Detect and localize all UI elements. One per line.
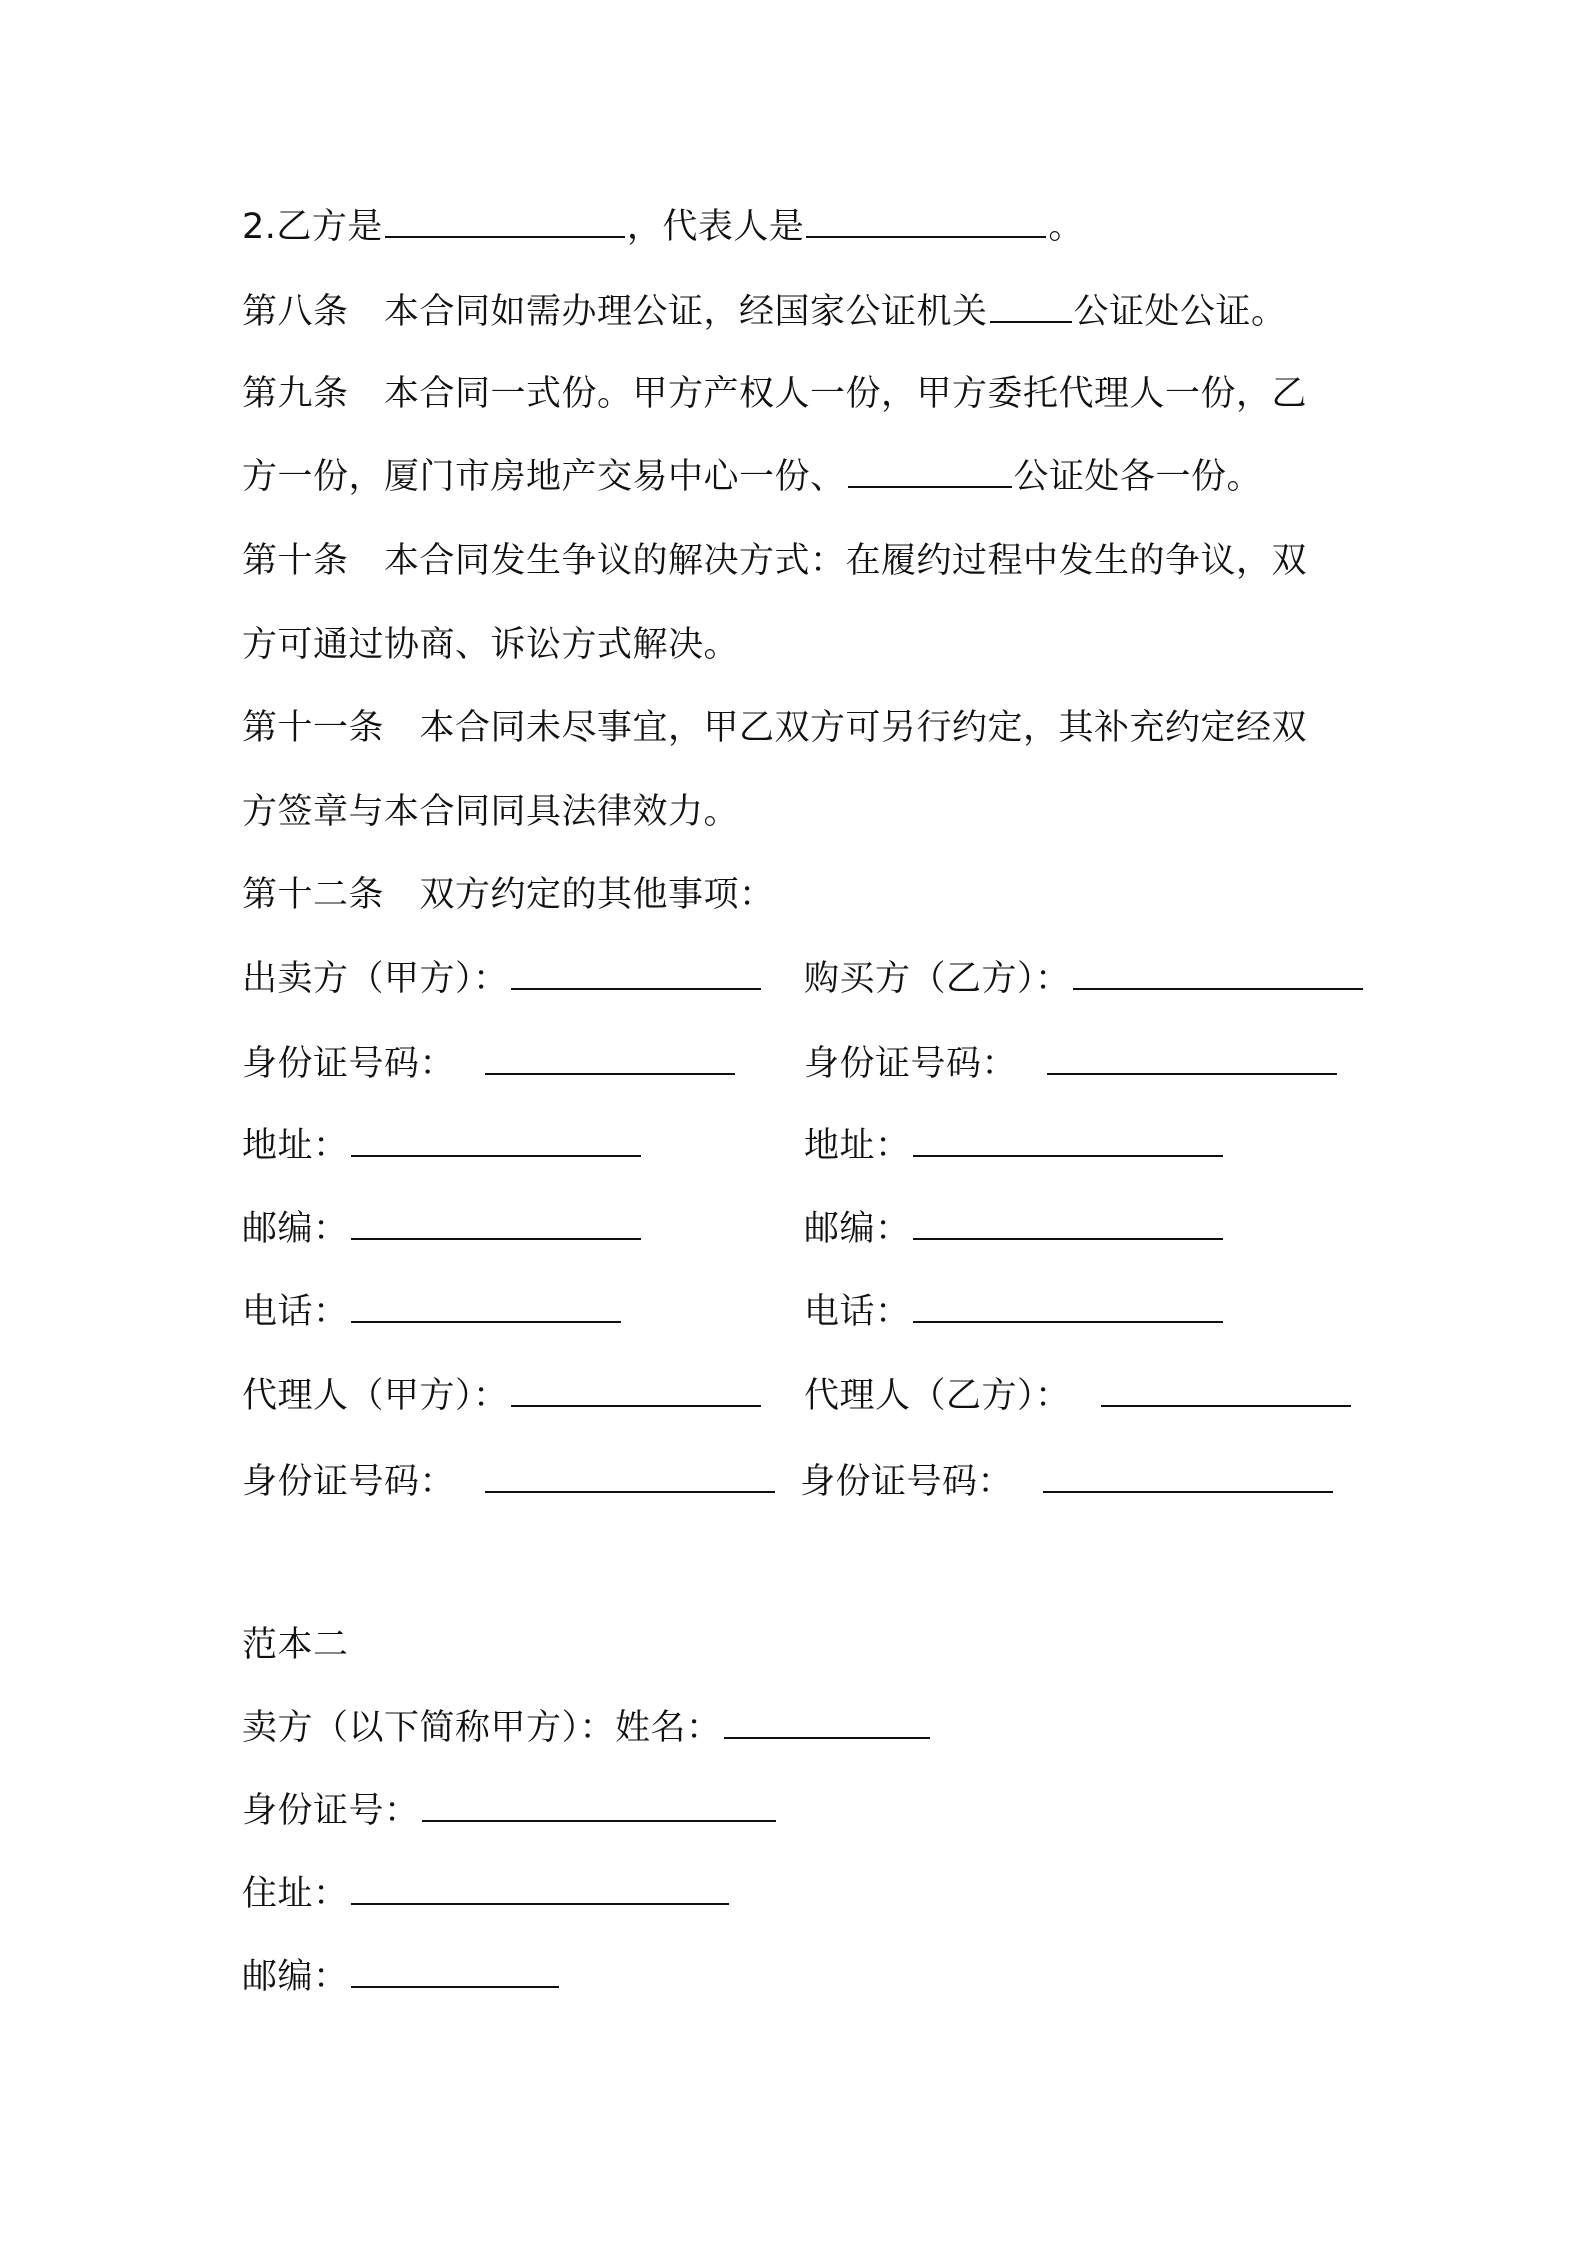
clause-11-line-1: 第十一条 本合同未尽事宜，甲乙双方可另行约定，其补充约定经双	[242, 708, 1308, 748]
seller-address-label	[242, 1124, 643, 1168]
seller-id-label	[242, 1042, 737, 1086]
blank-seller-phone[interactable]	[351, 1291, 621, 1323]
buyer-agent-label	[804, 1374, 1353, 1418]
text: 身份证号码：	[804, 1044, 1018, 1084]
text: 身份证号码：	[800, 1462, 1014, 1502]
blank-representative[interactable]	[806, 206, 1046, 238]
seller-agent-label	[242, 1374, 763, 1418]
text: 代理人（乙方）：	[804, 1376, 1071, 1416]
clause-line-1	[242, 205, 1084, 249]
blank-seller-name[interactable]	[724, 1707, 930, 1739]
buyer-phone-label	[804, 1290, 1225, 1334]
clause-10-line-2: 方可通过协商、诉讼方式解决。	[242, 625, 740, 665]
clause-12: 第十二条 双方约定的其他事项：	[242, 875, 775, 915]
text: 电话：	[804, 1292, 911, 1332]
text: ，代表人是	[626, 207, 805, 247]
text: 卖方（以下简称甲方）：姓名：	[242, 1708, 722, 1748]
blank-buyer-phone[interactable]	[913, 1291, 1223, 1323]
template2-postcode	[242, 1955, 561, 1999]
text: 。	[1048, 207, 1084, 247]
text: 地址：	[242, 1126, 349, 1166]
text: 邮编：	[242, 1957, 349, 1997]
text: 身份证号码：	[242, 1044, 456, 1084]
text: 邮编：	[804, 1209, 911, 1249]
blank-buyer-postcode[interactable]	[913, 1208, 1223, 1240]
blank-buyer-agent[interactable]	[1101, 1375, 1351, 1407]
text: 身份证号：	[242, 1791, 420, 1831]
buyer-address-label	[804, 1124, 1225, 1168]
buyer-postcode-label	[804, 1207, 1225, 1251]
blank-buyer[interactable]	[1073, 958, 1363, 990]
blank-id-number[interactable]	[422, 1790, 776, 1822]
blank-buyer-agent-id[interactable]	[1043, 1461, 1333, 1493]
blank-notary-office[interactable]	[848, 456, 1012, 488]
blank-party-b[interactable]	[385, 206, 625, 238]
text: 邮编：	[242, 1209, 349, 1249]
text: 2.乙方是	[242, 207, 383, 247]
seller-phone-label	[242, 1290, 623, 1334]
blank-address[interactable]	[351, 1873, 729, 1905]
seller-label	[242, 957, 763, 1001]
blank-seller-agent[interactable]	[511, 1375, 761, 1407]
text: 方一份，厦门市房地产交易中心一份、	[242, 457, 846, 497]
text: 出卖方（甲方）：	[242, 959, 509, 999]
blank-seller[interactable]	[511, 958, 761, 990]
text: 地址：	[804, 1126, 911, 1166]
text: 身份证号码：	[242, 1462, 456, 1502]
text: 购买方（乙方）：	[804, 959, 1071, 999]
blank-seller-postcode[interactable]	[351, 1208, 641, 1240]
text: 第八条 本合同如需办理公证，经国家公证机关	[242, 292, 988, 332]
template2-id	[242, 1789, 778, 1833]
clause-8	[242, 290, 1287, 334]
text: 公证处各一份。	[1013, 457, 1263, 497]
blank-seller-address[interactable]	[351, 1125, 641, 1157]
blank-seller-id[interactable]	[485, 1043, 735, 1075]
template2-address	[242, 1872, 731, 1916]
text: 公证处公证。	[1073, 292, 1287, 332]
text: 代理人（甲方）：	[242, 1376, 509, 1416]
clause-9-line-1: 第九条 本合同一式份。甲方产权人一份，甲方委托代理人一份，乙	[242, 374, 1308, 414]
clause-10-line-1: 第十条 本合同发生争议的解决方式：在履约过程中发生的争议，双	[242, 541, 1308, 581]
text: 住址：	[242, 1874, 349, 1914]
buyer-agent-id-label	[800, 1460, 1335, 1504]
clause-11-line-2: 方签章与本合同同具法律效力。	[242, 792, 740, 832]
blank-postcode[interactable]	[351, 1956, 559, 1988]
blank-notary[interactable]	[990, 291, 1072, 323]
blank-buyer-address[interactable]	[913, 1125, 1223, 1157]
template2-seller	[242, 1706, 932, 1750]
buyer-label	[804, 957, 1365, 1001]
clause-9-line-2	[242, 455, 1262, 499]
seller-agent-id-label	[242, 1460, 777, 1504]
blank-seller-agent-id[interactable]	[485, 1461, 775, 1493]
blank-buyer-id[interactable]	[1047, 1043, 1337, 1075]
seller-postcode-label	[242, 1207, 643, 1251]
template2-title: 范本二	[242, 1625, 349, 1665]
buyer-id-label	[804, 1042, 1339, 1086]
text: 电话：	[242, 1292, 349, 1332]
